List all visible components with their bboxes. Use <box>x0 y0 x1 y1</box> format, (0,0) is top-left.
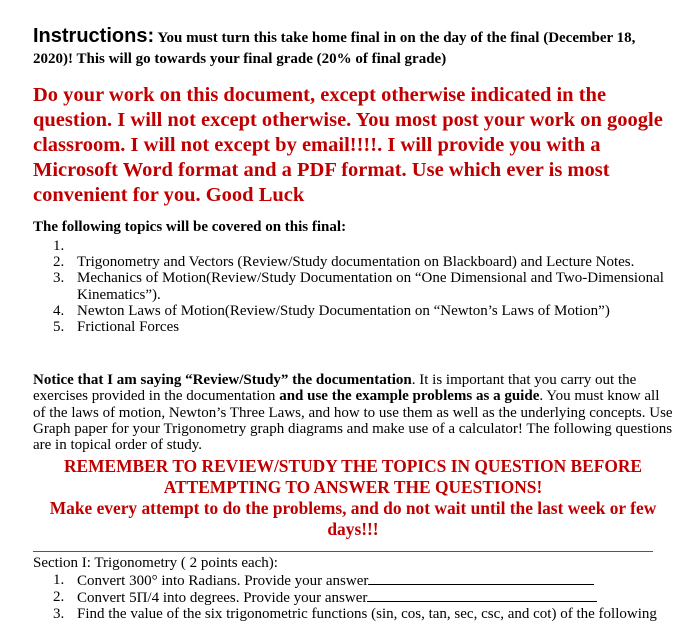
instructions-paragraph <box>33 26 668 70</box>
question-text: Find the value of the six trigonometric functions (sin, cos, tan, sec, csc, and cot) of the following <box>77 606 657 623</box>
topic-text: Trigonometry and Vectors (Review/Study documentation on Blackboard) and Lecture Notes. <box>77 254 635 271</box>
topics-list <box>33 238 673 335</box>
topic-number: 1. <box>53 238 65 254</box>
topic-text: Newton Laws of Motion(Review/Study Documentation on “Newton’s Laws of Motion”) <box>77 302 610 319</box>
red-notice: Do your work on this document, except otherwise indicated in the question. I will not except otherwise. You most post your work on google classroom. I will not except by email!!!!. I will provide you with a Microsoft Word format and a PDF format. Use which ever is most convenient for you. Good Luck <box>33 84 663 206</box>
instructions-lead: Instructions: <box>33 25 155 47</box>
topic-item <box>33 238 673 254</box>
question-item <box>33 606 673 622</box>
notice-paragraph <box>33 372 673 453</box>
remember-line-2: Make every attempt to do the problems, and do not wait until the last week or few days!!! <box>49 498 657 539</box>
answer-blank[interactable] <box>368 572 594 585</box>
remember-notice <box>33 456 673 540</box>
notice-text-2: . You must know all of the laws of motion, Newton’s Three Laws, and how to use them as well as the underlying concepts. Use Graph paper for your Trigonometry graph diagrams and make use of a calculator! The following questions are in topical order of study. <box>33 388 673 454</box>
topic-number: 4. <box>53 302 65 319</box>
topic-number: 2. <box>53 254 65 271</box>
notice-bold-2: and use the example problems as a guide <box>279 388 540 405</box>
question-item <box>33 589 673 606</box>
question-text: Convert 300° into Radians. Provide your answer <box>77 573 369 589</box>
notice-text-1: . It is important that you carry out the exercises provided in the documentation <box>33 372 637 405</box>
topic-text: Mechanics of Motion(Review/Study Documentation on “One Dimensional and Two-Dimensional Kinematics”). <box>77 270 664 303</box>
section-title: Section I: Trigonometry ( 2 points each): <box>33 555 278 571</box>
questions-list <box>33 572 673 623</box>
topics-heading: The following topics will be covered on this final: <box>33 219 347 235</box>
section-divider <box>33 551 653 552</box>
remember-line-1: REMEMBER TO REVIEW/STUDY THE TOPICS IN QUESTION BEFORE ATTEMPTING TO ANSWER THE QUESTIONS! <box>63 456 643 497</box>
topic-number: 3. <box>53 270 65 287</box>
topic-item <box>33 319 673 335</box>
instructions-text: You must turn this take home final in on the day of the final (December 18, 2020)! This will go towards your final grade (20% of final grade) <box>33 30 636 67</box>
question-text: Convert 5Π/4 into degrees. Provide your answer <box>77 590 368 607</box>
topic-item <box>33 270 673 302</box>
topic-item <box>33 254 673 270</box>
question-number: 3. <box>53 606 65 623</box>
topic-number: 5. <box>53 319 65 336</box>
question-number: 1. <box>53 572 65 588</box>
question-item <box>33 572 673 589</box>
topic-text: Frictional Forces <box>77 319 180 336</box>
topic-item <box>33 303 673 319</box>
answer-blank[interactable] <box>367 589 597 602</box>
notice-bold-1: Notice that I am saying “Review/Study” the documentation <box>33 372 412 388</box>
question-number: 2. <box>53 589 65 606</box>
